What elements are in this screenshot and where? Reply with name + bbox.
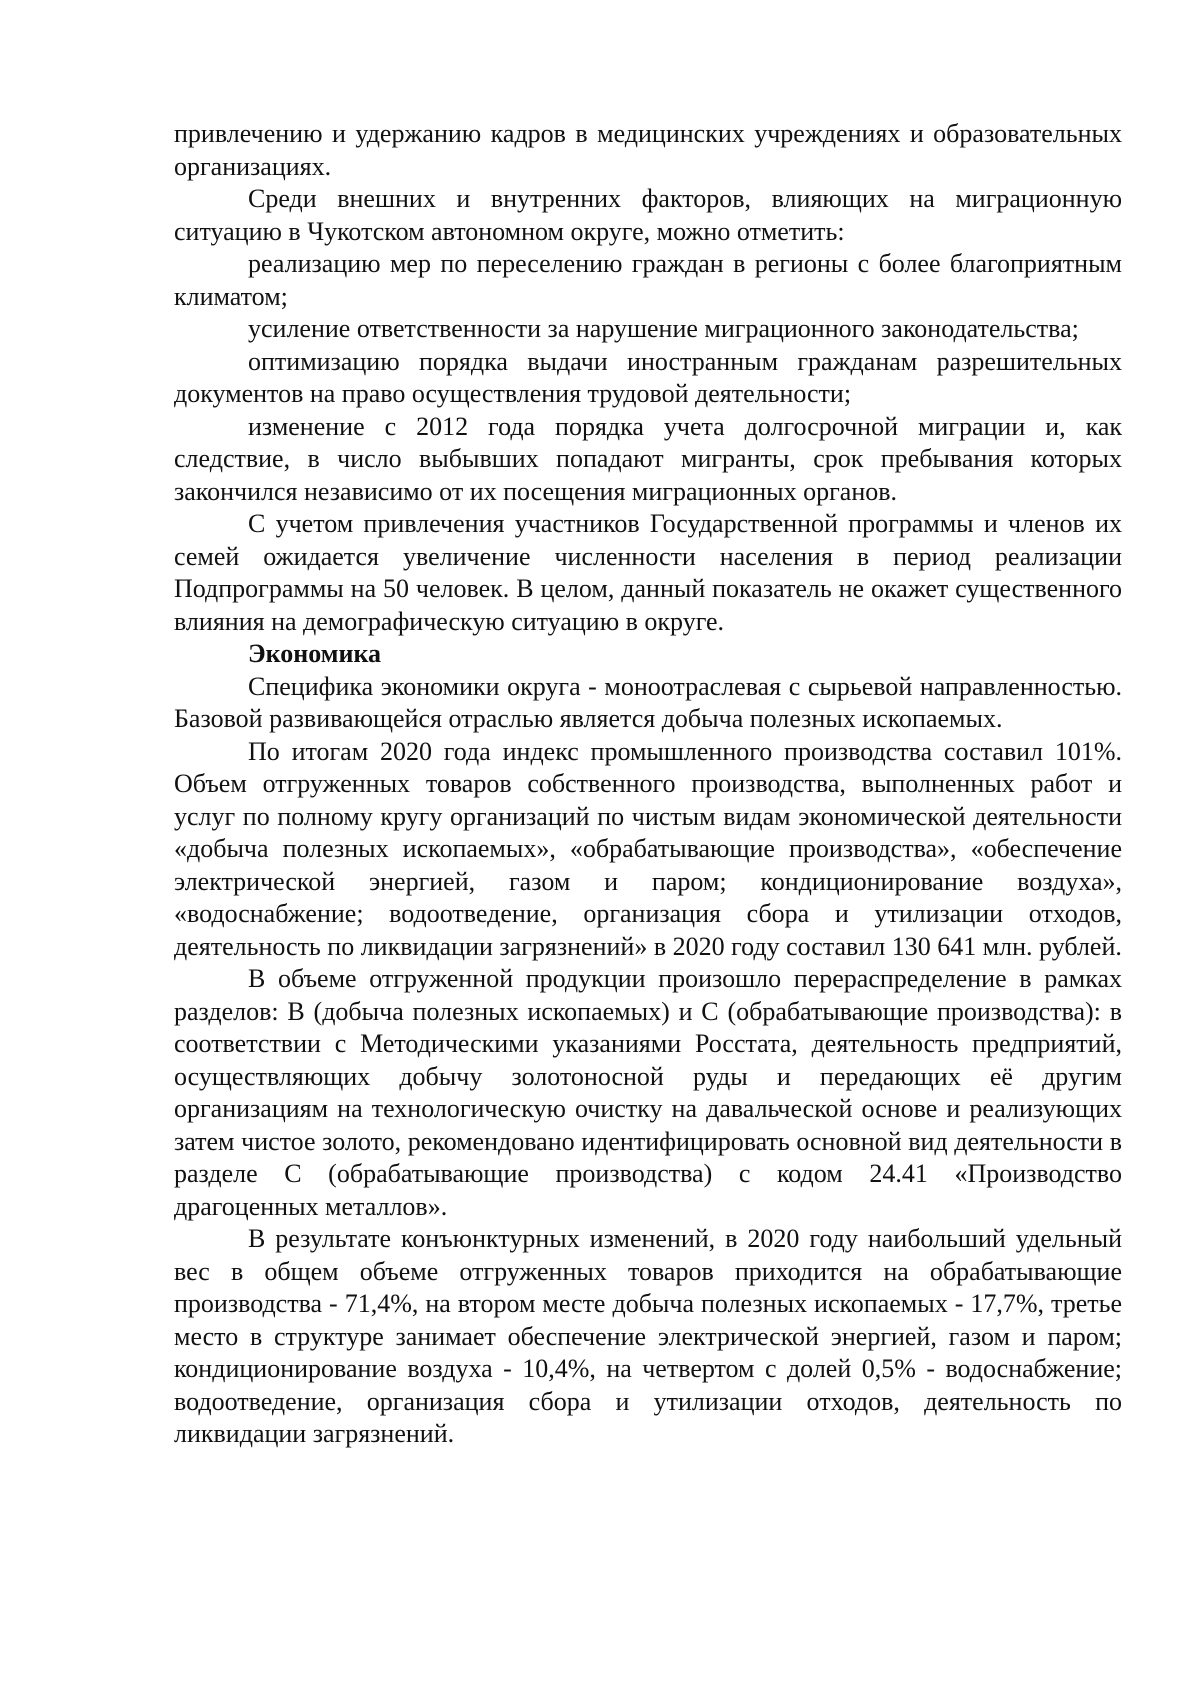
list-item-responsibility: усиление ответственности за нарушение миграционного законодательства; [248, 314, 1079, 343]
paragraph-population-forecast: С учетом привлечения участников Государственной программы и членов их семей ожидается увеличение численности населения в период реализации Подпрограммы на 50 человек. В целом, данный показатель не окажет существенного влияния на демографическую ситуацию в округе. [174, 509, 1122, 636]
paragraph-continuation: привлечению и удержанию кадров в медицинских учреждениях и образовательных организациях. [174, 119, 1122, 181]
list-item-permits: оптимизацию порядка выдачи иностранным гражданам разрешительных документов на право осуществления трудовой деятельности; [174, 346, 1122, 408]
paragraph-redistribution: В объеме отгруженной продукции произошло перераспределение в рамках разделов: В (добыча полезных ископаемых) и С (обрабатывающие производства): в соответствии с Методическими указаниями Росстата, деятельность предприятий, осуществляющих добычу золотоносной руды и передающих её другим организациям на технологическую очистку на давальческой основе и реализующих затем чистое золото, рекомендовано идентифицировать основной вид деятельности в разделе С (обрабатывающие производства) с кодом 24.41 «Производство драгоценных металлов». [174, 964, 1122, 1221]
list-item-resettlement: реализацию мер по переселению граждан в регионы с более благоприятным климатом; [174, 249, 1122, 311]
document-page [174, 118, 1122, 1451]
section-heading-economy: Экономика [248, 639, 382, 668]
paragraph-migration-factors: Среди внешних и внутренних факторов, влияющих на миграционную ситуацию в Чукотском автономном округе, можно отметить: [174, 184, 1122, 246]
paragraph-economy-specifics: Специфика экономики округа - моноотраслевая с сырьевой направленностью. Базовой развивающейся отраслью является добыча полезных ископаемых. [174, 671, 1122, 733]
list-item-migration-accounting: изменение с 2012 года порядка учета долгосрочной миграции и, как следствие, в число выбывших попадают мигранты, срок пребывания которых закончился независимо от их посещения миграционных органов. [174, 411, 1122, 506]
paragraph-production-index: По итогам 2020 года индекс промышленного производства составил 101%. Объем отгруженных товаров собственного производства, выполненных работ и услуг по полному кругу организаций по чистым видам экономической деятельности «добыча полезных ископаемых», «обрабатывающие производства», «обеспечение электрической энергией, газом и паром; кондиционирование воздуха», «водоснабжение; водоотведение, организация сбора и утилизации отходов, деятельность по ликвидации загрязнений» в 2020 году составил 130 641 млн. рублей. [174, 736, 1122, 961]
paragraph-structure-shares: В результате конъюнктурных изменений, в 2020 году наибольший удельный вес в общем объеме отгруженных товаров приходится на обрабатывающие производства - 71,4%, на втором месте добыча полезных ископаемых - 17,7%, третье место в структуре занимает обеспечение электрической энергией, газом и паром; кондиционирование воздуха - 10,4%, на четвертом с долей 0,5% - водоснабжение; водоотведение, организация сбора и утилизации отходов, деятельность по ликвидации загрязнений. [174, 1224, 1122, 1448]
